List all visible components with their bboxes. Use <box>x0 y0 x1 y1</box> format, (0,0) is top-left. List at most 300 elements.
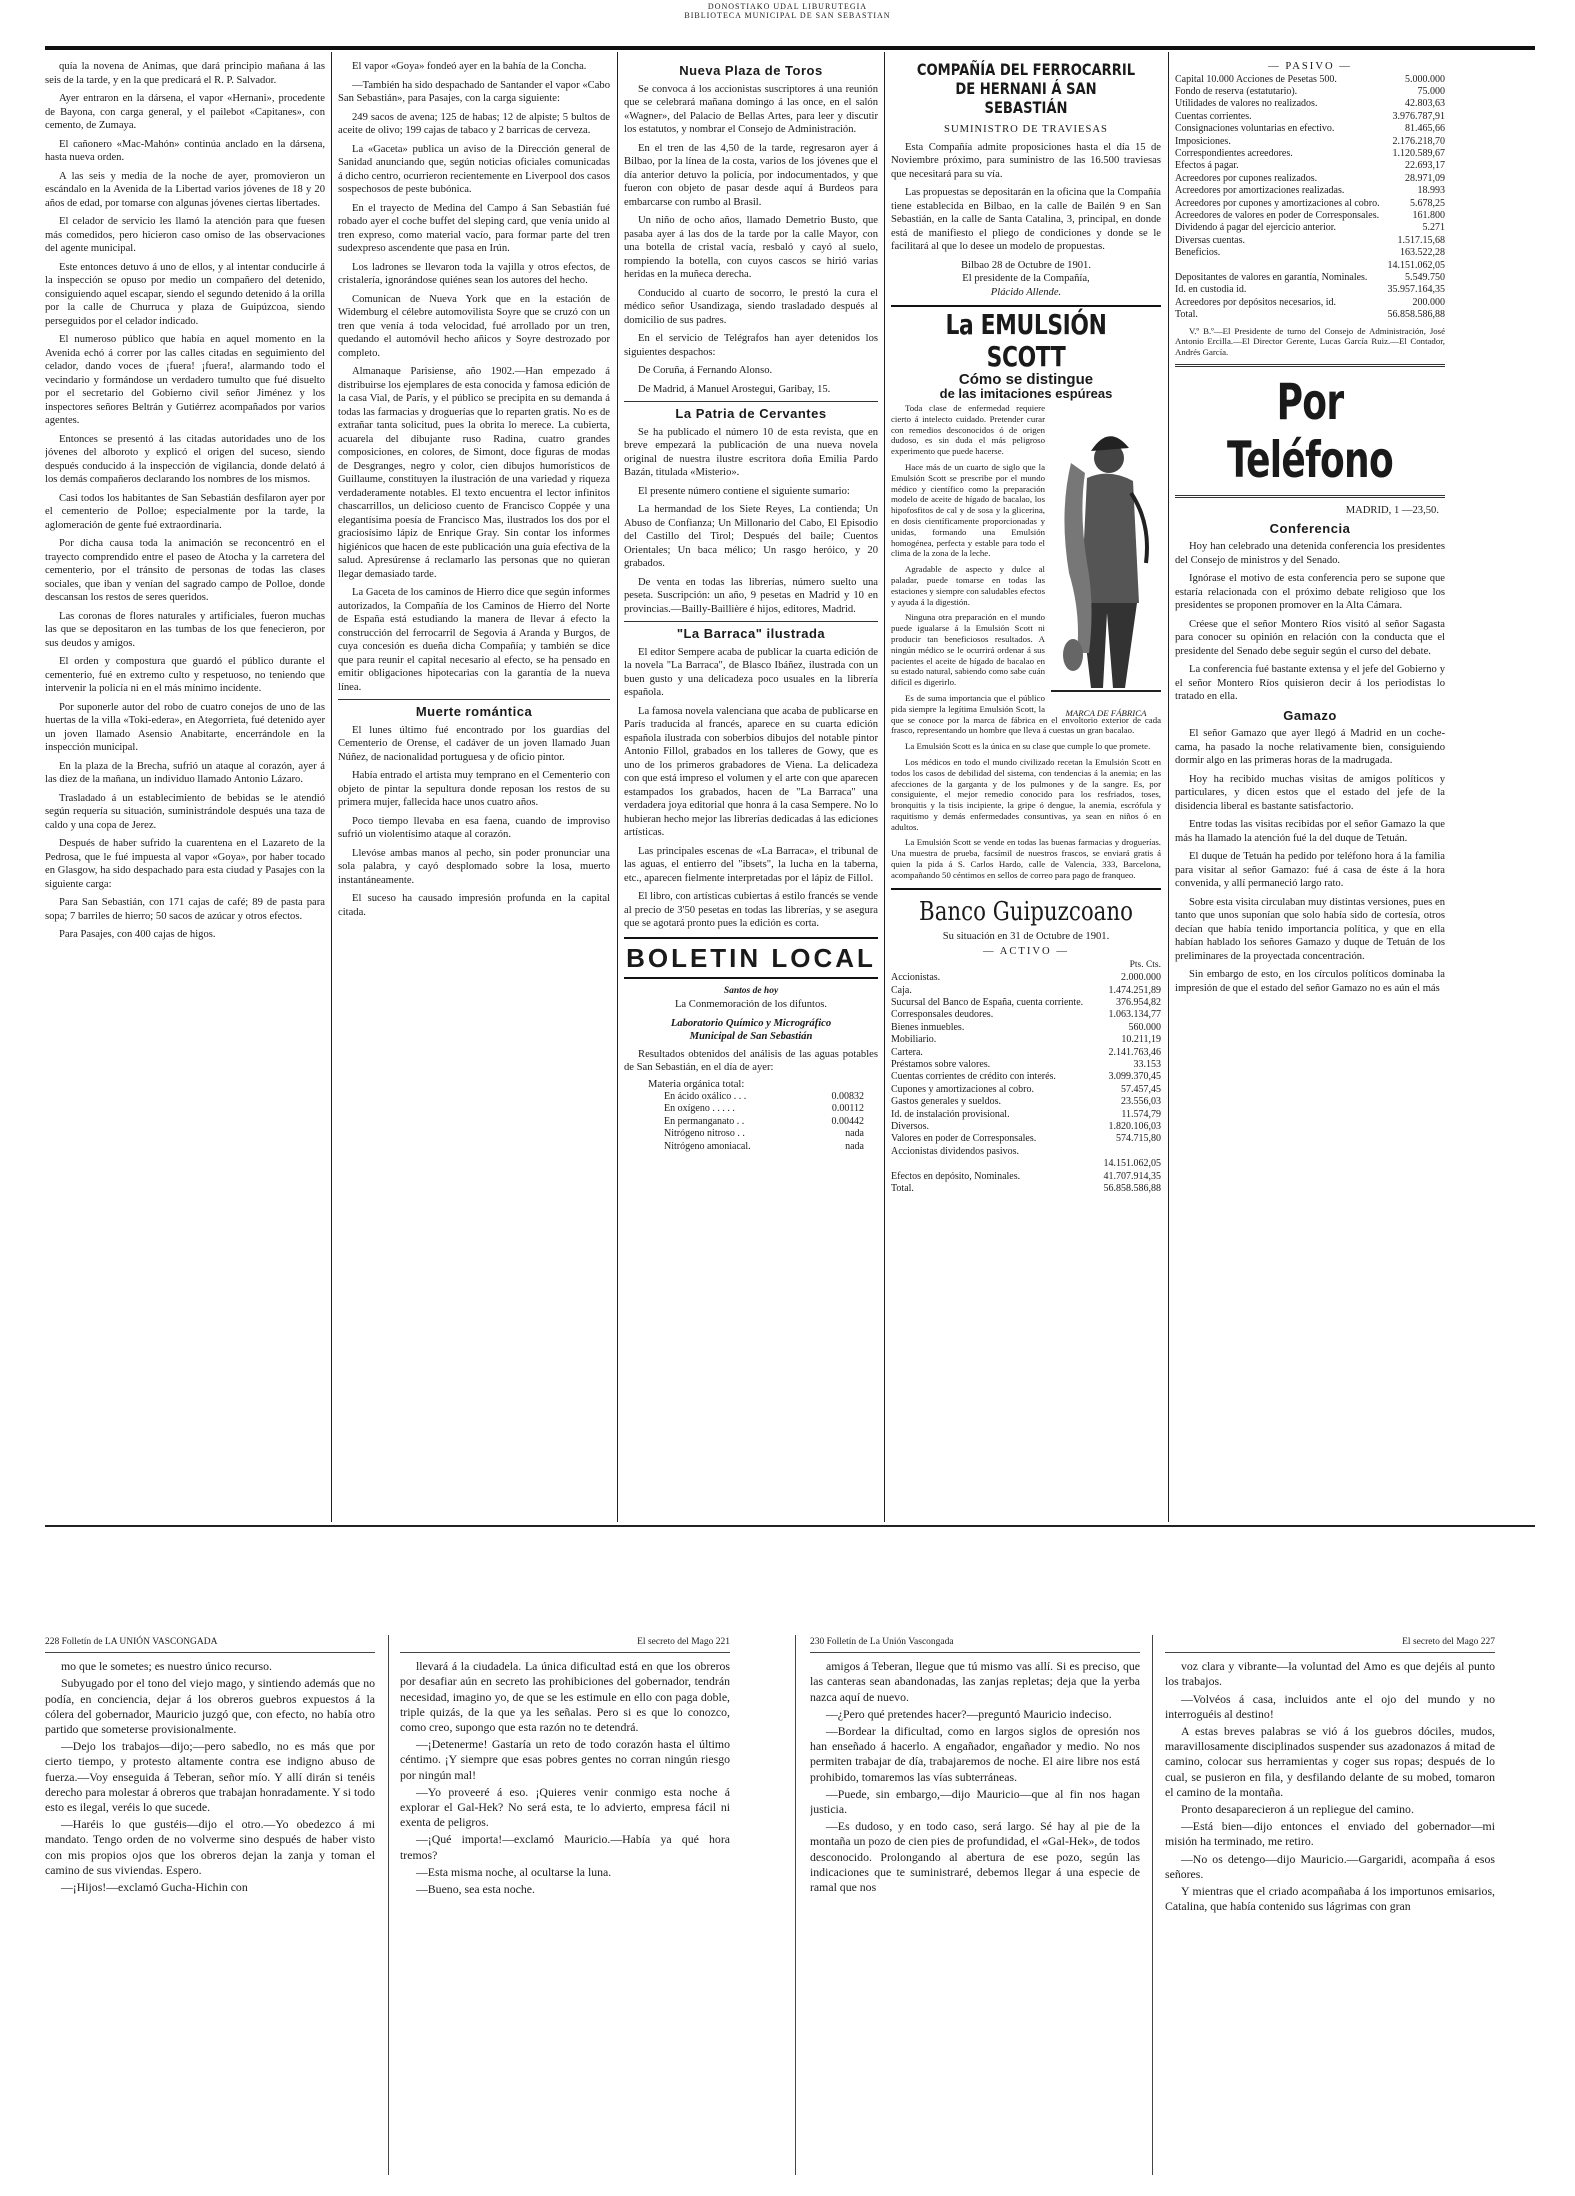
paragraph: De Coruña, á Fernando Alonso. <box>638 365 773 376</box>
pasivo-row <box>1175 160 1445 172</box>
row-value: 1.120.589,67 <box>1392 147 1445 159</box>
ferrocarril-sign-1: El presidente de la Compañía, <box>962 273 1090 284</box>
gamazo-paragraphs <box>1175 727 1445 995</box>
por-telefono-title: Por Teléfono <box>1227 373 1393 490</box>
paragraph: Y mientras que el criado acompañaba á los importunos emisarios, Catalina, que había contenido sus lágrimas con gran <box>1165 1884 1495 1914</box>
pasivo-row <box>1175 86 1445 98</box>
paragraph: Agradable de aspecto y dulce al paladar, puede tomarse en todas las estaciones y siempre con saludables efectos y ayuda á la digestión. <box>891 564 1045 607</box>
column-ads <box>891 60 1161 1520</box>
row-value: 22.693,17 <box>1405 160 1445 172</box>
activo-table <box>891 972 1161 1195</box>
paragraph: Para San Sebastián, con 171 cajas de café; 89 de pasta para sopa; 7 barriles de hierro; 50 sacos de azúcar y otros efectos. <box>45 897 325 922</box>
column-news-2 <box>338 60 610 1520</box>
pasivo-row <box>1175 210 1445 222</box>
folletin-header <box>810 1635 1140 1653</box>
row-label: Imposiciones. <box>1175 135 1231 147</box>
folletin-header <box>400 1635 730 1653</box>
row-label: Diversos. <box>891 1121 930 1133</box>
paragraph: Hoy han celebrado una detenida conferencia los presidentes del Consejo de ministros y del Senado. <box>1175 541 1445 566</box>
lab-result-row <box>664 1141 864 1153</box>
lab-title-1: Laboratorio Químico y Micrográfico <box>670 1017 832 1029</box>
paragraph: Las coronas de flores naturales y artificiales, fueron muchas las que se depositaron en las tumbas de los que fenecieron, por sus deudos y amigos. <box>45 610 325 649</box>
pasivo-title: — PASIVO — <box>1268 61 1352 72</box>
paragraph: El cañonero «Mac-Mahón» continúa anclado en la dársena, hasta nueva orden. <box>45 138 325 163</box>
paragraph: —Bordear la dificultad, como en largos siglos de opresión nos han enseñado á hacerlo. A engañador, engañador y medio. No nos permiten trabajar de día, trabajaremos de noche. El aire libre nos está prohibido, tomaremos las vías subterráneas. <box>810 1724 1140 1784</box>
lab-result-row <box>664 1116 864 1128</box>
lab-result-row <box>664 1128 864 1140</box>
activo-row <box>891 1071 1161 1083</box>
paragraph: El lunes último fué encontrado por los guardias del Cementerio de Orense, el cadáver de un joven llamado Juan Núñez, de nacionalidad portuguesa y de oficio pintor. <box>338 724 610 763</box>
row-label: En oxígeno . . . . . <box>664 1103 735 1115</box>
row-label: Acreedores por amortizaciones realizadas. <box>1175 185 1345 197</box>
folletin-divider <box>1152 1635 1153 2175</box>
row-value: 42.803,63 <box>1405 98 1445 110</box>
folletin-page-1 <box>45 1635 375 2175</box>
row-label: Fondo de reserva (estatutario). <box>1175 85 1298 97</box>
paragraph: El celador de servicio les llamó la atención para que fuesen más comedidos, pero hicieron caso omiso de las observaciones del agente municipal. <box>45 216 325 254</box>
story-paragraphs <box>624 83 878 397</box>
emulsion-subtitle-2: de las imitaciones espúreas <box>939 385 1113 401</box>
paragraph: Sobre esta visita circulaban muy distintas versiones, pues en tanto que unos suponían que solo había sido de cortesía, otros decían que había tenido importancia política, y que en ella habían hablado los señores Gamazo y duque de Tetuán de los preliminares de la proyectada concentración. <box>1175 896 1445 962</box>
row-value: 14.151.062,05 <box>1103 1158 1161 1170</box>
divider <box>338 699 610 700</box>
ferrocarril-sign-2: Plácido Allende. <box>990 286 1062 298</box>
pasivo-row <box>1175 136 1445 148</box>
paragraph: —Está bien—dijo entonces el enviado del gobernador—mi misión ha terminado, me retiro. <box>1165 1819 1495 1849</box>
row-label: Id. de instalación provisional. <box>891 1108 1010 1120</box>
row-value: 1.820.106,03 <box>1108 1121 1161 1133</box>
paragraph: El duque de Tetuán ha pedido por teléfono hora á la familia para visitar al señor Gamazo: fué á casa de éste á la hora convenida, y allí permaneció largo rato. <box>1175 851 1445 890</box>
ferrocarril-title-2: DE HERNANI Á SAN SEBASTIÁN <box>955 79 1097 117</box>
row-label: Valores en poder de Corresponsales. <box>891 1133 1037 1145</box>
row-label: Bienes inmuebles. <box>891 1021 965 1033</box>
pasivo-row <box>1175 148 1445 160</box>
paragraph: —También ha sido despachado de Santander el vapor «Cabo San Sebastián», para Pasajes, con la carga siguiente: <box>338 79 610 104</box>
paragraph: Ignórase el motivo de esta conferencia pero se supone que estaría relacionada con el próximo debate religioso que los presidentes se proponen promover en la Alta Cámara. <box>1175 573 1445 612</box>
paragraph: Subyugado por el tono del viejo mago, y sintiendo además que no podía, en conciencia, dejar á los obreros guebros expuestos á la cólera del gobernador, Mauricio juzgó que, con efecto, no había otro partido que someterse provisionalmente. <box>45 1676 375 1737</box>
paragraph: A las seis y media de la noche de ayer, promovieron un escándalo en la Avenida de la Libertad varios jóvenes de 18 y 20 años de edad, por tomarse con algunas jóvenes ciertas libertades. <box>45 170 325 209</box>
activo-row <box>891 1183 1161 1195</box>
paragraph: Poco tiempo llevaba en esa faena, cuando de improviso sufrió un violentísimo ataque al corazón. <box>338 815 610 840</box>
row-value: 56.858.586,88 <box>1387 309 1445 321</box>
pasivo-row <box>1175 185 1445 197</box>
paragraph: —Puede, sin embargo,—dijo Mauricio—que al fin nos hagan justicia. <box>810 1786 1140 1817</box>
row-label: Capital 10.000 Acciones de Pesetas 500. <box>1175 73 1337 85</box>
ferrocarril-title-1: COMPAÑÍA DEL FERROCARRIL <box>916 60 1136 79</box>
divider <box>624 621 878 622</box>
banco-title: Banco Guipuzcoano <box>919 896 1133 927</box>
pasivo-table <box>1175 74 1445 322</box>
divider <box>1175 495 1445 498</box>
row-label: Nitrógeno amoniacal. <box>664 1140 751 1152</box>
paragraph: —¿Pero qué pretendes hacer?—preguntó Mauricio indeciso. <box>826 1706 1112 1721</box>
saints-text: La Conmemoración de los difuntos. <box>674 999 828 1010</box>
paragraph: Por dicha causa toda la animación se reconcentró en el trayecto comprendido entre el paseo de Atocha y la carretera del cementerio, por el tránsito de personas de todas las clases sociales, que iban y venían del sagrado campo de Polloe, donde descansan los restos de seres queridos. <box>45 538 325 603</box>
paragraph: Pronto desaparecieron á un repliegue del camino. <box>1181 1802 1414 1817</box>
folletin-divider <box>795 1635 796 2175</box>
activo-title: — ACTIVO — <box>983 946 1069 958</box>
paragraph: Entre todas las visitas recibidas por el señor Gamazo la que más ha llamado la atención fué la del duque de Tetuán. <box>1175 819 1445 844</box>
dateline: MADRID, 1 —23,50. <box>1345 505 1439 517</box>
paragraph: Ayer entraron en la dársena, el vapor «Hernani», procedente de Bayona, con carga general, y el pailebot «Capitanes», con cemento, de Zumaya. <box>45 93 325 131</box>
folletin-text <box>1165 1659 1495 1914</box>
paragraph: Se convoca á los accionistas suscriptores á una reunión que se celebrará mañana domingo á las once, en el salón «Wagner», del Palacio de Bellas Artes, para leer y discutir los estatutos, y nombrar el Consejo de Administración. <box>624 83 878 135</box>
paragraph: quía la novena de Animas, que dará principio mañana á las seis de la tarde, y en la que predicará el R. P. Salvador. <box>45 61 325 86</box>
row-value: nada <box>845 1140 864 1152</box>
pasivo-row <box>1175 74 1445 86</box>
row-value: 33.153 <box>1133 1059 1161 1071</box>
row-value: 28.971,09 <box>1405 172 1445 184</box>
folletin-header <box>45 1635 375 1653</box>
paragraph: Por suponerle autor del robo de cuatro conejos de uno de las huertas de la villa «Toki-edera», en Ategorrieta, fué detenido ayer un joven llamado Asensio Anabitarte, encerrándole en la inspección municipal. <box>45 701 325 753</box>
column-divider <box>1168 52 1169 1522</box>
paragraph: La Emulsión Scott es la única en su clase que cumple lo que promete. <box>905 741 1151 752</box>
row-value: 75.000 <box>1417 85 1445 97</box>
section-heading: "La Barraca" ilustrada <box>676 626 826 641</box>
folletin-text <box>400 1659 730 1897</box>
activo-row <box>891 1171 1161 1183</box>
column-local-news <box>45 60 325 1520</box>
row-value: 5.678,25 <box>1410 197 1445 209</box>
paragraph: De Madrid, á Manuel Arostegui, Garibay, 15. <box>638 383 831 395</box>
folletin-page-2 <box>400 1635 730 2175</box>
row-value: 57.457,45 <box>1121 1083 1161 1095</box>
activo-row <box>891 1022 1161 1034</box>
fisherman-trademark-image <box>1051 403 1161 718</box>
activo-row <box>891 1133 1161 1145</box>
saints-title: Santos de hoy <box>723 985 779 996</box>
lab-text: Resultados obtenidos del análisis de las aguas potables de San Sebastián, en el día de ayer: <box>624 1048 878 1073</box>
paragraph: amigos á Teberan, llegue que tú mismo vas allí. Si es preciso, que las canteras sean abandonadas, las zanjas repletas; deja que la yerba nazca aquí de nuevo. <box>810 1659 1140 1704</box>
paragraph: En el tren de las 4,50 de la tarde, regresaron ayer á Bilbao, por la línea de la costa, varios de los jóvenes que el día anterior detuvo la policía, por indocumentados, y que fueron con objeto de pasar desde aquí á Burdeos para embarcarse con rumbo al Brasil. <box>624 142 878 208</box>
row-label: En permanganato . . <box>664 1115 745 1127</box>
activo-row <box>891 1047 1161 1059</box>
folletin-text <box>45 1659 375 1895</box>
boletin-local-title: BOLETIN LOCAL <box>626 942 876 973</box>
row-value: 14.151.062,05 <box>1387 259 1445 271</box>
paragraph: Los ladrones se llevaron toda la vajilla y otros efectos, de cristalería, ignorándose quiénes sean los autores del hecho. <box>338 261 610 286</box>
emulsion-title: La EMULSIÓN SCOTT <box>945 308 1107 373</box>
row-value: 0.00442 <box>831 1115 864 1127</box>
pasivo-row <box>1175 309 1445 321</box>
paragraph: Hoy ha recibido muchas visitas de amigos políticos y particulares, y dicen estos que el estado del jefe de la disidencia liberal es bastante satisfactorio. <box>1175 773 1445 812</box>
paragraph: Este entonces detuvo á uno de ellos, y al intentar conducirle á la inspección se opuso por medio un compañero del detenido, consiguiendo aquel escapar, siendo el segundo detenido á la orilla por la calle de Churruca y plaza de Guipúzcoa, siendo perseguidos por el celador indicado. <box>45 261 325 327</box>
paragraph: —Haréis lo que gustéis—dijo el otro.—Yo obedezco á mi mandato. Tengo orden de no volverme sino después de haber visto con mis propios ojos que los obreros dejan la zanja y toman el camino de sus viviendas. Espero. <box>45 1817 375 1877</box>
paragraph: Llevóse ambas manos al pecho, sin poder pronunciar una sola palabra, y cayó desplomado sobre la losa, muerto instantáneamente. <box>338 847 610 886</box>
paragraph: En el trayecto de Medina del Campo á San Sebastián fué robado ayer el coche buffet del sleping card, que venía unido al tren expreso, como material vacío, para formar parte del tren sudexpreso ascendente que pasa en Irún. <box>338 202 610 254</box>
paragraph: —Volvéos á casa, incluidos ante el ojo del mundo y no interroguéis al destino! <box>1165 1691 1495 1721</box>
row-label: Utilidades de valores no realizados. <box>1175 98 1318 110</box>
lab-title-2: Municipal de San Sebastián <box>689 1031 813 1042</box>
row-label: Accionistas dividendos pasivos. <box>891 1145 1020 1157</box>
row-value: 81.465,66 <box>1405 123 1445 135</box>
paragraph: —Bueno, sea esta noche. <box>416 1882 535 1897</box>
boletin-local-banner <box>624 937 878 979</box>
paragraph: —Dejo los trabajos—dijo;—pero sabedlo, no es más que por cierto tiempo, y protesto altamente contra ese indigno abuso de fuerza.—Voy enseguida á Teberan, señor mío. Y allí dirán si tenéis derecho para molestar á obreros que trabajan honradamente. Y si todo esto es ilegal, veréis lo que sucede. <box>45 1739 375 1815</box>
row-value: 1.517.15,68 <box>1397 234 1445 246</box>
paragraph: Trasladado á un establecimiento de bebidas se le atendió según requería su situación, suministrándole después una taza de caldo y una copa de Jerez. <box>45 792 325 831</box>
row-value: 5.271 <box>1422 222 1445 234</box>
row-value <box>1096 1146 1161 1158</box>
paragraph: Después de haber sufrido la cuarentena en el Lazareto de la Pedrosa, que le fué impuesta al vapor «Goya», por haber tocado en Glasgow, ha sido despachado para esta ciudad y Pasajes con la siguiente carga: <box>45 838 325 890</box>
paragraph: Un niño de ocho años, llamado Demetrio Busto, que pasaba ayer á las dos de la tarde por la calle Mayor, con una botella de cristal vacía, resbaló y cayó al suelo, rompiendo la botella, con cuyos cascos se hirió varias heridas en la muñeca derecha. <box>624 215 878 280</box>
paragraph: La conferencia fué bastante extensa y el jefe del Gobierno y el señor Montero Ríos quisieron decir á los periodistas lo tratado en ella. <box>1175 664 1445 703</box>
row-label: Préstamos sobre valores. <box>891 1059 991 1071</box>
pasivo-row <box>1175 260 1445 272</box>
paragraph: Esta Compañía admite proposiciones hasta el día 15 de Noviembre próximo, para suministro de las 16.500 traviesas que necesitará para su vía. <box>891 141 1161 180</box>
row-label: Cartera. <box>891 1046 923 1058</box>
row-value: 3.099.370,45 <box>1108 1071 1161 1083</box>
news-paragraphs <box>338 60 610 694</box>
paragraph: Había entrado el artista muy temprano en el Cementerio con objeto de pintar la sepultura donde reposan los restos de su primera mujer, fallecida hace unos cuatro años. <box>338 770 610 808</box>
row-value: 5.549.750 <box>1405 272 1445 283</box>
section-heading: Nueva Plaza de Toros <box>679 63 823 78</box>
folletin-divider <box>388 1635 389 2175</box>
emulsion-scott-ad <box>891 305 1161 890</box>
row-value: 574.715,80 <box>1116 1133 1161 1145</box>
ferrocarril-date: Bilbao 28 de Octubre de 1901. <box>960 259 1092 271</box>
local-news-paragraphs <box>45 60 325 942</box>
folletin-separator-rule <box>45 1525 1535 1527</box>
activo-row <box>891 1109 1161 1121</box>
ferrocarril-subtitle: SUMINISTRO DE TRAVIESAS <box>944 124 1108 135</box>
pasivo-row <box>1175 297 1445 309</box>
paragraph: Se ha publicado el número 10 de esta revista, que en breve empezará la publicación de una nueva novela original de nuestra ilustre escritora doña Emilia Pardo Bazán, titulada «Misterio». <box>624 426 878 478</box>
folletin-header-right: El secreto del Mago 221 <box>637 1637 730 1647</box>
activo-column-head: Pts. Cts. <box>1129 959 1161 970</box>
pasivo-row <box>1175 247 1445 259</box>
paragraph: Comunican de Nueva York que en la estación de Widemburg el célebre automovilista Soyre que se cruzó con un tren que venía á toda velocidad, fué arrollado por un tren, quedando el automóvil hecho añicos y Soyre destrozado por completo. <box>338 293 610 359</box>
paragraph: Sin embargo de esto, en los círculos políticos dominaba la impresión de que el estado del señor Gamazo no es aún el más <box>1175 969 1445 994</box>
activo-row <box>891 972 1161 984</box>
row-value: 1.474.251,89 <box>1108 984 1161 996</box>
row-label: Dividendo á pagar del ejercicio anterior. <box>1175 222 1337 234</box>
activo-row <box>891 1096 1161 1108</box>
folletin-header-left: 230 Folletín de La Unión Vascongada <box>810 1637 954 1647</box>
paragraph: Almanaque Parisiense, año 1902.—Han empezado á distribuirse los ejemplares de esta conocida y famosa edición de la casa Vial, de París, y el público se precipita en su demanda á todas las farmacias y droguerías que lo reparten gratis. No es de extrañar tanta solicitud, pues la obrita lo merece. La cubierta, acuarela del dibujante ruso Radina, cuatro grandes composiciones, en colores, de Simont, doce figuras de modas de Desgranges, negro y color, cien dibujos humorísticos de Guillaume, constituyen la ilustración de una variedad y riqueza verdaderamente notables. El texto encuentra el lector infinitos chascarrillos, un delicioso cuento de Francisco Coppée y una elegantísima poesía de Francisco Mas, ilustrados los dos por el graciosísimo lápiz de Enrique Gray. Sin contar los informes higiénicos que hacen de este publicación una guía efectiva de la salud. Apresúrense á reclamarlo las personas que no quieran llegar demasiado tarde. <box>338 366 610 580</box>
lab-subtitle: Materia orgánica total: <box>648 1078 745 1090</box>
folletin-header <box>1165 1635 1495 1653</box>
row-label: Cuentas corrientes. <box>1175 110 1252 122</box>
row-label: Efectos en depósito, Nominales. <box>891 1170 1021 1182</box>
paragraph: El orden y compostura que guardó el público durante el cementerio, fué en extremo culto y respetuoso, no teniendo que intervenir la policía ni en el más mínimo incidente. <box>45 656 325 694</box>
row-label: Acreedores por cupones realizados. <box>1175 172 1318 184</box>
row-value: 376.954,82 <box>1116 996 1161 1008</box>
activo-row <box>891 1146 1161 1158</box>
paragraph: El libro, con artísticas cubiertas á estilo francés se vende al precio de 3'50 pesetas en todas las librerías, y se asegura que se agotará pronto pues la edición es corta. <box>624 891 878 929</box>
paragraph: Créese que el señor Montero Ríos visitó al señor Sagasta para conocer su opinión en relación con la conducta que el presidente del Senado debe seguir según el curso del debate. <box>1175 618 1445 657</box>
row-value: 2.176.218,70 <box>1392 135 1445 147</box>
paragraph: Conducido al cuarto de socorro, le prestó la cura el médico señor Usandizaga, siendo trasladado después al domicilio de sus padres. <box>624 287 878 326</box>
pasivo-row <box>1175 173 1445 185</box>
folletin-text <box>810 1659 1140 1895</box>
paragraph: Ninguna otra preparación en el mundo puede igualarse á la Emulsión Scott ni producir tan beneficiosos resultados. A ningún médico se le ocurrirá ordenar á sus pacientes el aceite de hígado de bacalao en su estado natural, sabiendo como sabe cuán difícil es digerirlo. <box>891 612 1045 688</box>
paragraph: —¡Detenerme! Gastaría un reto de todo corazón hasta el último céntimo. ¡Y siempre que esas pobres gentes no corran ningún riesgo por ningún mal! <box>400 1737 730 1782</box>
trademark-caption: MARCA DE FÁBRICA <box>1065 707 1147 718</box>
paragraph: llevará á la ciudadela. La única dificultad está en que los obreros por desafiar aún en secreto las prohibiciones del gobernador, tendrán necesidad, imagino yo, de que se les estimule en ello con paga doble, triple quizás, de la que ya les señalas. Pero si es que lo conozco, como creo, supongo que esta razón no te detendrá. <box>400 1659 730 1735</box>
activo-row <box>891 1034 1161 1046</box>
row-value: 161.800 <box>1412 209 1445 221</box>
activo-row <box>891 997 1161 1009</box>
top-rule <box>45 46 1535 50</box>
row-label: Cupones y amortizaciones al cobro. <box>891 1083 1035 1095</box>
paragraph: Toda clase de enfermedad requiere cierto á intelecto cuidado. Pretender curar con remedios desconocidos ó de origen dudoso, es sin duda el más peligroso experimento que puede hacerse. <box>891 403 1045 457</box>
row-label: Mobiliario. <box>891 1034 937 1046</box>
row-value: 2.141.763,46 <box>1108 1046 1161 1058</box>
row-label: Depositantes de valores en garantía, Nominales. <box>1175 272 1368 283</box>
conferencia-paragraphs <box>1175 540 1445 704</box>
paragraph: —No os detengo—dijo Mauricio.—Gargaridi, acompaña á esos señores. <box>1165 1851 1495 1881</box>
paragraph: 249 sacos de avena; 125 de habas; 12 de alpiste; 5 bultos de aceite de olivo; 199 cajas de tabaco y 2 barricas de cerveza. <box>338 111 610 136</box>
story-paragraphs <box>624 646 878 931</box>
paragraph: La hermandad de los Siete Reyes, La contienda; Un Abuso de Confianza; Un Millonario del Cabo, El Episodio del Castillo del Tirol; Después del baile; Cuentos Orientales; Un baca mélico; Un rasgo heróico, y 20 grabados. <box>624 504 878 569</box>
section-heading: Muerte romántica <box>415 704 533 719</box>
row-label: Gastos generales y sueldos. <box>891 1096 1001 1108</box>
paragraph: Entonces se presentó á las citadas autoridades uno de los jóvenes del alboroto y explicó el origen del suceso, siendo después conducido á la inspección de vigilancia, donde delató á los demás compañeros declarando los nombres de los mismos. <box>45 433 325 485</box>
row-label: En ácido oxálico . . . <box>664 1091 747 1102</box>
row-label: Nitrógeno nitroso . . <box>664 1128 745 1140</box>
paragraph: Casi todos los habitantes de San Sebastián desfilaron ayer por el cementerio de Polloe; especialmente por la tarde, la aglomeración de gente fué extraordinaria. <box>45 492 325 531</box>
folletin-header-right: El secreto del Mago 227 <box>1402 1637 1495 1647</box>
paragraph: El señor Gamazo que ayer llegó á Madrid en un coche-cama, ha pasado la noche relativamente bien, consiguiendo dormir algo en las primeras horas de la madrugada. <box>1175 728 1445 767</box>
pasivo-row <box>1175 111 1445 123</box>
row-label: Consignaciones voluntarias en efectivo. <box>1175 123 1335 135</box>
paragraph: —Esta misma noche, al ocultarse la luna. <box>416 1864 612 1879</box>
paragraph: El numeroso público que había en aquel momento en la Avenida echó á correr por las calles citadas en seguimiento del celador, dando voces de ¡fuera! ¡fuera!, alarmando todo el vecindario y formándose un verdadero tumulto que fué disuelto por el secretario del Gobierno civil señor Jiménez y los inspectores señores Beltrán y Gutiérrez acompañados por varios agentes. <box>45 334 325 426</box>
paragraph: En el servicio de Telégrafos han ayer detenidos los siguientes despachos: <box>624 333 878 358</box>
activo-row <box>891 1059 1161 1071</box>
activo-row <box>891 1121 1161 1133</box>
paragraph: voz clara y vibrante—la voluntad del Amo es que dejéis al punto los trabajos. <box>1165 1659 1495 1689</box>
column-divider <box>884 52 885 1522</box>
paragraph: El editor Sempere acaba de publicar la cuarta edición de la novela "La Barraca", de Blasco Ibáñez, ilustrada con un buen gusto y una delicadeza poco usuales en la librería española. <box>624 646 878 698</box>
row-label: Accionistas. <box>891 972 941 984</box>
row-value: 1.063.134,77 <box>1108 1009 1161 1021</box>
lab-results-table <box>664 1091 864 1153</box>
pasivo-row <box>1175 235 1445 247</box>
paragraph: La famosa novela valenciana que acaba de publicarse en París traducida al francés, aparece en su cuarta edición española ilustrada con soberbios dibujos del notable pintor Antonio Fillol, grabados en los talleres de Gowy, que es uno de los primeros grabadores de Viena. La delicadeza con que está impreso el volumen y el arte con que aparecen estampados los grabados, hacen de "La Barraca" una verdadera joya editorial que honra á la casa Sempere. No lo hubieran hecho mejor las librerías dedicadas á las ediciones artísticas. <box>624 705 878 838</box>
paragraph: Hace más de un cuarto de siglo que la Emulsión Scott se prescribe por el mundo médico y científico como la preparación modelo de aceite de hígado de bacalao, los hipofosfitos de cal y de sosa y la glicerina, en dosis científicamente proporcionadas y unidas, formando una Emulsión homogénea, perfecta y estable para todo el clima de la zona de la leche. <box>891 461 1045 559</box>
row-value: 5.000.000 <box>1405 73 1445 85</box>
story-paragraphs <box>624 426 878 617</box>
paragraph: Para Pasajes, con 400 cajas de higos. <box>59 929 216 940</box>
row-value: 11.574,79 <box>1121 1108 1161 1120</box>
section-heading: Gamazo <box>1283 707 1337 723</box>
paragraph: Las propuestas se depositarán en la oficina que la Compañía tiene establecida en Bilbao, en la calle de Bailén 9 en San Sebastián, en la calle de Santa Catalina, 3, principal, en donde está de manifiesto el pliego de condiciones y donde se le facilitará al que lo desee un modelo de propuestas. <box>891 187 1161 252</box>
row-label: Total. <box>891 1183 914 1195</box>
banco-signatures: V.º B.º—El Presidente de turno del Consejo de Administración, José Antonio Ercilla.—El Director Gerente, Lucas García Ruiz.—El Contador, Andrés García. <box>1175 325 1445 358</box>
activo-row <box>891 1084 1161 1096</box>
folletin-header-left: 228 Folletín de LA UNIÓN VASCONGADA <box>45 1637 218 1647</box>
folletin-page-3 <box>810 1635 1140 2175</box>
pasivo-row <box>1175 272 1445 284</box>
divider <box>624 401 878 402</box>
paragraph: La Gaceta de los caminos de Hierro dice que según informes autorizados, la Compañía de los Caminos de Hierro del Norte de España está estudiando la manera de llevar á efecto la construcción del ferrocarril de Segovia á Aranda y Burgos, de cuya concesión es dueña dicha Compañía; y también se dice que para reunir el capital necesario al efecto, se ha pensado en emitir obligaciones hipotecarias con la garantía de la nueva línea. <box>338 587 610 693</box>
paragraph: —¡Qué importa!—exclamó Mauricio.—Había ya qué hora tremos? <box>400 1832 730 1862</box>
row-value: 10.211,19 <box>1121 1034 1161 1046</box>
row-label: Beneficios. <box>1175 247 1221 259</box>
pasivo-row <box>1175 284 1445 296</box>
folletin-page-4 <box>1165 1635 1495 2175</box>
row-label: Sucursal del Banco de España, cuenta corriente. <box>891 996 1084 1008</box>
row-label: Corresponsales deudores. <box>891 1009 994 1021</box>
column-divider <box>617 52 618 1522</box>
divider <box>1175 364 1445 367</box>
row-label: Correspondientes acreedores. <box>1175 147 1293 159</box>
banco-subtitle: Su situación en 31 de Octubre de 1901. <box>942 930 1110 942</box>
fisherman-carrying-cod-icon <box>1051 403 1161 703</box>
pasivo-row <box>1175 198 1445 210</box>
section-heading: Conferencia <box>1269 520 1351 536</box>
row-value: 0.00112 <box>831 1103 864 1115</box>
row-label <box>891 1158 1096 1170</box>
paragraph: La Emulsión Scott se vende en todas las buenas farmacias y droguerías. Una muestra de prueba, facsímil de nuestros frascos, se enviará gratis á quien la pida á S. Carlos Hardo, calle de Valencia, 333, Barcelona, acompañando 50 céntimos en sellos de correo para pago de franqueo. <box>891 837 1161 880</box>
paragraph: De venta en todas las librerías, número suelto una peseta. Suscripción: un año, 9 pesetas en Madrid y 10 en provincias.—Bailly-Baillière é hijos, editores, Madrid. <box>624 576 878 615</box>
column-telefono <box>1175 60 1445 1520</box>
row-label: Total. <box>1175 309 1198 321</box>
lab-result-row <box>664 1091 864 1103</box>
row-value: 56.858.586,88 <box>1103 1183 1161 1195</box>
row-value: 0.00832 <box>831 1091 864 1102</box>
row-label: Acreedores de valores en poder de Corresponsales. <box>1175 209 1380 221</box>
activo-row <box>891 1158 1161 1170</box>
activo-row <box>891 1009 1161 1021</box>
paragraph: —Yo proveeré á eso. ¡Quieres venir conmigo esta noche á explorar el Gal-Hek? No será esta, te lo advierto, empresa fácil ni exenta de peligros. <box>400 1784 730 1830</box>
row-label <box>1175 260 1383 272</box>
row-value: 163.522,28 <box>1400 247 1445 259</box>
paragraph: Las principales escenas de «La Barraca», el tribunal de las aguas, el entierro del "ibsets", la lucha en la taberna, etc., aparecen fielmente interpretadas por el lápiz de Fillol. <box>624 845 878 884</box>
row-label: Acreedores por cupones y amortizaciones al cobro. <box>1175 197 1380 209</box>
row-label: Efectos á pagar. <box>1175 160 1239 172</box>
row-value: 41.707.914,35 <box>1103 1170 1161 1182</box>
paragraph: El vapor «Goya» fondeó ayer en la bahía de la Concha. <box>352 61 587 72</box>
row-value: 35.957.164,35 <box>1387 284 1445 296</box>
lab-result-row <box>664 1103 864 1115</box>
row-label: Acreedores por depósitos necesarios, id. <box>1175 296 1337 308</box>
pasivo-row <box>1175 98 1445 110</box>
paragraph: mo que le sometes; es nuestro único recurso. <box>61 1659 272 1674</box>
row-value: 200.000 <box>1412 296 1445 308</box>
paragraph: —¡Hijos!—exclamó Gucha-Hichin con <box>61 1880 248 1895</box>
paragraph: En la plaza de la Brecha, sufrió un ataque al corazón, ayer á las diez de la mañana, un individuo llamado Antonio Lázaro. <box>45 760 325 785</box>
activo-row <box>891 985 1161 997</box>
row-value: 3.976.787,91 <box>1392 110 1445 122</box>
column-divider <box>331 52 332 1522</box>
row-value: 560.000 <box>1128 1021 1161 1033</box>
row-value: 2.000.000 <box>1121 972 1161 984</box>
story-paragraphs <box>338 724 610 920</box>
paragraph: —Es dudoso, y en todo caso, será largo. Sé hay al pie de la montaña un pozo de cien pies de profundidad, el «Gal-Hek», de todos desconocido. Prolongando al abertura de ese pozo, según las indicaciones que te suministraré, debemos llegar á una especie de ramal que nos <box>810 1819 1140 1895</box>
row-label: Cuentas corrientes de crédito con interés. <box>891 1071 1056 1083</box>
ferrocarril-paragraphs <box>891 141 1161 254</box>
section-heading: La Patria de Cervantes <box>675 406 827 421</box>
library-stamp: DONOSTIAKO UDAL LIBURUTEGIA BIBLIOTECA MUNICIPAL DE SAN SEBASTIAN <box>684 2 891 20</box>
emulsion-subtitle-1: Cómo se distingue <box>958 371 1094 388</box>
pasivo-row <box>1175 222 1445 234</box>
paragraph: El suceso ha causado impresión profunda en la capital citada. <box>338 893 610 918</box>
row-value: 18.993 <box>1417 185 1445 197</box>
paragraph: La «Gaceta» publica un aviso de la Dirección general de Sanidad anunciando que, según noticias oficiales comunicadas á dicho centro, ocurrieron recientemente en Liverpool dos casos sospechosos de peste bubónica. <box>338 143 610 195</box>
row-label: Caja. <box>891 984 912 996</box>
paragraph: Es de suma importancia que el público pida siempre la legítima Emulsión Scott, la que se conoce por la marca de fábrica en el envoltorio exterior de cada frasco, representando un hombre que lleva á cuestas un gran bacalao. <box>891 692 1161 736</box>
row-value: 23.556,03 <box>1121 1096 1161 1108</box>
paragraph: Los médicos en todo el mundo civilizado recetan la Emulsión Scott en todos los casos de debilidad del sistema, con tendencias á la anemia; en las afecciones de la garganta y de los pulmones y de la sangre. Es, por consiguiente, el mejor remedio conocido para los resfriados, toses, bronquitis y la tisis incipiente, la gripe ó dengue, la anemia, escrófula y raquitismo y demás enfermedades consuntivas, ya sean en niños ó en adultos. <box>891 756 1161 832</box>
pasivo-row <box>1175 123 1445 135</box>
paragraph: El presente número contiene el siguiente sumario: <box>638 485 850 497</box>
paragraph: A estas breves palabras se vió á los guebros dóciles, mudos, maravillosamente disciplinados suspender sus azadonazos á mitad de camino, colocar sus herramientas y coger sus ropas; después de lo cual, se pusieron en fila, y desfilando delante de su mobed, tomaron el camino de la montaña. <box>1165 1724 1495 1799</box>
column-news-3 <box>624 60 878 1520</box>
row-label: Diversas cuentas. <box>1175 234 1245 246</box>
